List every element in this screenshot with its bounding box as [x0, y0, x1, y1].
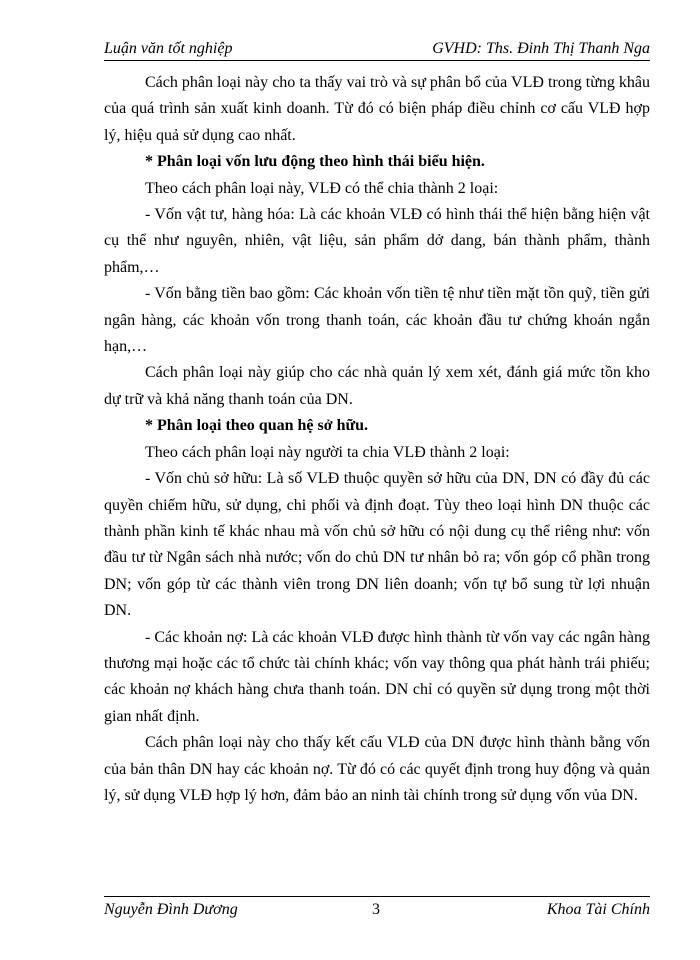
paragraph: - Các khoản nợ: Là các khoản VLĐ được hình thành từ vốn vay các ngân hàng thương mại hoặc các tổ chức tài chính khác; vốn vay thông qua phát hành trái phiếu; các khoản nợ khách hàng chưa thanh toán. DN chỉ có quyền sử dụng trong một thời gian nhất định.: [104, 628, 650, 725]
paragraph: Cách phân loại này giúp cho các nhà quản lý xem xét, đánh giá mức tồn kho dự trữ và khả năng thanh toán của DN.: [104, 364, 650, 408]
section-heading: * Phân loại theo quan hệ sở hữu.: [145, 417, 368, 435]
page-number: 3: [372, 901, 380, 918]
footer-faculty: Khoa Tài Chính: [546, 901, 650, 918]
header-advisor: GVHD: Ths. Đinh Thị Thanh Nga: [432, 40, 650, 57]
document-body: [104, 70, 650, 809]
paragraph: Cách phân loại này cho thấy kết cấu VLĐ của DN được hình thành bằng vốn của bản thân DN hay các khoản nợ. Từ đó có các quyết định trong huy động và quản lý, sử dụng VLĐ hợp lý hơn, đảm bảo an ninh tài chính trong sử dụng vốn vủa DN.: [104, 734, 650, 804]
paragraph: Theo cách phân loại này, VLĐ có thể chia thành 2 loại:: [145, 179, 499, 197]
footer-author: Nguyễn Đình Dương: [104, 901, 238, 918]
paragraph: - Vốn bằng tiền bao gồm: Các khoản vốn tiền tệ như tiền mặt tồn quỹ, tiền gửi ngân hàng, các khoản vốn trong thanh toán, các khoản đầu tư chứng khoán ngắn hạn,…: [104, 285, 650, 356]
paragraph: - Vốn chủ sở hữu: Là số VLĐ thuộc quyền sở hữu của DN, DN có đầy đủ các quyền chiếm hữu, sử dụng, chi phối và định đoạt. Tùy theo loại hình DN thuộc các thành phần kinh tế khác nhau mà vốn chủ sở hữu có nội dung cụ thể riêng như: vốn đầu tư từ Ngân sách nhà nước; vốn do chủ DN tư nhân bỏ ra; vốn góp cổ phần trong DN; vốn góp từ các thành viên trong DN liên doanh; vốn tự bổ sung từ lợi nhuận DN.: [104, 470, 650, 620]
section-heading: * Phân loại vốn lưu động theo hình thái biểu hiện.: [145, 153, 485, 171]
header-thesis-title: Luận văn tốt nghiệp: [104, 40, 233, 57]
paragraph: Cách phân loại này cho ta thấy vai trò và sự phân bổ của VLĐ trong từng khâu của quá trình sản xuất kinh doanh. Từ đó có biện pháp điều chỉnh cơ cấu VLĐ hợp lý, hiệu quả sử dụng cao nhất.: [104, 74, 650, 144]
page-footer: [104, 896, 650, 923]
paragraph: Theo cách phân loại này người ta chia VLĐ thành 2 loại:: [145, 443, 510, 461]
paragraph: - Vốn vật tư, hàng hóa: Là các khoản VLĐ có hình thái thể hiện bằng hiện vật cụ thể như nguyên, nhiên, vật liệu, sản phẩm dở dang, bán thành phẩm, thành phẩm,…: [104, 206, 650, 276]
page-header: [104, 38, 650, 61]
